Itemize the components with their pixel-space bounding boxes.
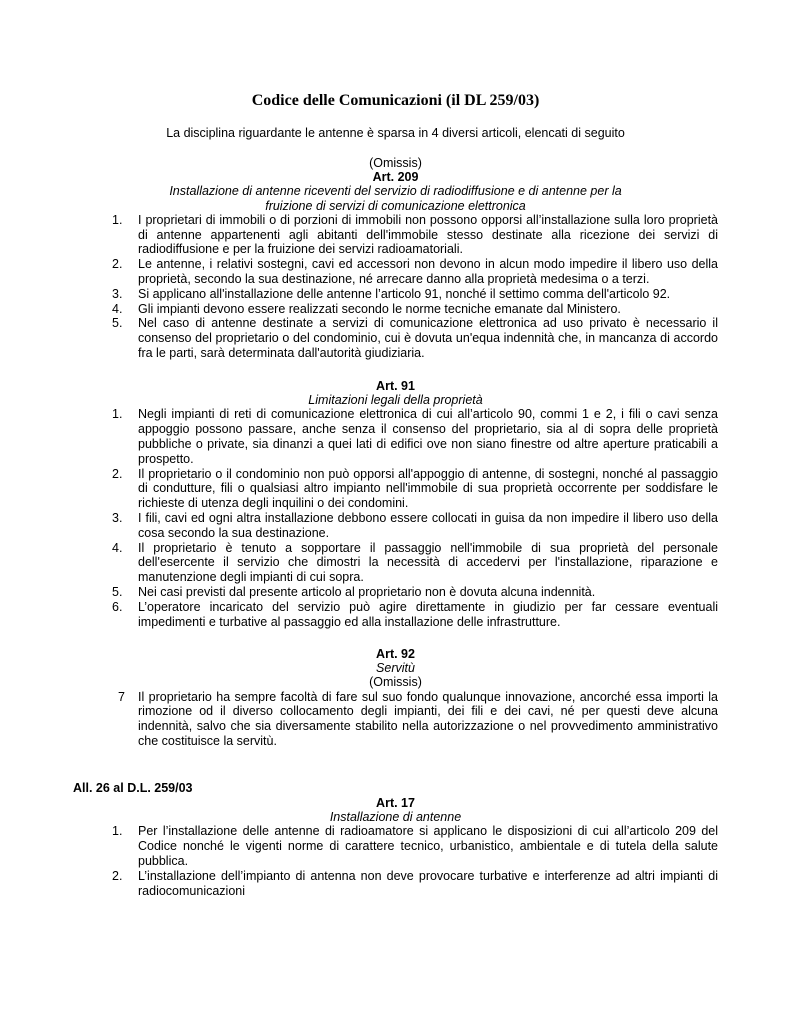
item-text: Il proprietario è tenuto a sopportare il passaggio nell'immobile di sua proprietà del personale dell'esercente il servizio che dimostri la necessità di accedervi per l'installazione, riparazione e manutenzione degli impianti di cui sopra. xyxy=(138,540,718,585)
item-number: 1. xyxy=(112,824,123,839)
item-number: 5. xyxy=(112,316,123,331)
list-item xyxy=(0,257,791,287)
item-text: Il proprietario o il condominio non può opporsi all'appoggio di antenne, di sostegni, nonché al passaggio di condutture, fili o qualsiasi altro impianto nell'immobile di sua proprietà occorrente per soddisfare le richieste di utenza degli inquilini o dei condomini. xyxy=(138,466,718,511)
item-text: L’installazione dell’impianto di antenna non deve provocare turbative e interferenze ad altri impianti di radiocomunicazioni xyxy=(138,868,718,898)
item-number: 5. xyxy=(112,584,123,599)
list-item xyxy=(0,824,791,868)
annex-label: All. 26 al D.L. 259/03 xyxy=(73,781,193,795)
list-item xyxy=(0,467,791,511)
list-item xyxy=(0,302,791,317)
list-item xyxy=(0,585,791,600)
article-92-list xyxy=(0,690,791,749)
item-number: 7 xyxy=(118,689,125,704)
item-number: 1. xyxy=(112,212,123,227)
article-17-section xyxy=(0,796,791,898)
item-number: 2. xyxy=(112,868,123,883)
article-17-heading: Art. 17 xyxy=(376,796,415,810)
article-209-list xyxy=(0,213,791,361)
article-209-heading: Art. 209 xyxy=(372,170,419,185)
item-text: Le antenne, i relativi sostegni, cavi ed accessori non devono in alcun modo impedire il libero uso della proprietà, secondo la sua destinazione, né arrecare danno alla proprietà medesima o a terzi. xyxy=(138,257,718,286)
item-number: 1. xyxy=(112,407,123,422)
list-item xyxy=(0,541,791,585)
item-text: Il proprietario ha sempre facoltà di fare sul suo fondo qualunque innovazione, ancorché essa importi la rimozione od il diverso collocamento degli impianti, dei fili e dei cavi, né per questi deve alcuna indennità, salvo che sia diversamente stabilito nella autorizzazione o nel provvedimento amministrativo che costituisce la servitù. xyxy=(138,689,718,748)
article-209-subtitle-cont: fruizione di servizi di comunicazione elettronica xyxy=(265,198,526,213)
document-title: Codice delle Comunicazioni (il DL 259/03) xyxy=(251,92,540,109)
article-92-heading: Art. 92 xyxy=(376,647,415,661)
list-item xyxy=(0,869,791,899)
item-text: Nel caso di antenne destinate a servizi di comunicazione elettronica ad uso privato è necessario il consenso del proprietario o del condominio, cui è dovuta un'equa indennità che, in mancanza di accordo fra le parti, sarà determinata dall'autorità giudiziaria. xyxy=(138,316,718,360)
article-92-section xyxy=(0,647,791,749)
article-92-subtitle: Servitù xyxy=(376,661,415,676)
item-number: 4. xyxy=(112,301,123,316)
list-item xyxy=(0,287,791,302)
article-17-list xyxy=(0,824,791,898)
item-text: Per l’installazione delle antenne di radioamatore si applicano le disposizioni di cui all’articolo 209 del Codice nonché le vigenti norme di carattere tecnico, urbanistico, ambientale e di tutela della salute pubblica. xyxy=(138,824,718,868)
item-text: L’operatore incaricato del servizio può agire direttamente in giudizio per far cessare eventuali impedimenti e turbative al passaggio ed alla installazione delle infrastrutture. xyxy=(138,599,718,629)
item-text: Negli impianti di reti di comunicazione elettronica di cui all’articolo 90, commi 1 e 2, i fili o cavi senza appoggio possono passare, anche senza il consenso del proprietario, sia al di sopra delle proprietà pubbliche o private, sia dinanzi a quei lati di edifici ove non siano finestre od altre aperture praticabili a prospetto. xyxy=(138,407,718,466)
omissis-label: (Omissis) xyxy=(369,156,422,170)
item-number: 6. xyxy=(112,599,123,614)
list-item xyxy=(0,600,791,630)
list-item xyxy=(0,213,791,257)
omissis-label: (Omissis) xyxy=(369,675,422,690)
article-91-heading: Art. 91 xyxy=(376,379,415,393)
list-item xyxy=(0,407,791,466)
item-number: 3. xyxy=(112,286,123,301)
article-91-subtitle: Limitazioni legali della proprietà xyxy=(308,393,483,408)
item-number: 2. xyxy=(112,257,123,272)
item-number: 3. xyxy=(112,510,123,525)
article-209-subtitle: Installazione di antenne riceventi del servizio di radiodiffusione e di antenne per la xyxy=(169,184,622,199)
item-text: I fili, cavi ed ogni altra installazione debbono essere collocati in guisa da non impedire il libero uso della cosa secondo la sua destinazione. xyxy=(138,510,718,540)
item-number: 4. xyxy=(112,540,123,555)
article-209-section xyxy=(0,156,791,361)
list-item xyxy=(0,316,791,360)
item-text: I proprietari di immobili o di porzioni di immobili non possono opporsi all’installazione sulla loro proprietà di antenne appartenenti agli abitanti dell'immobile stesso destinate alla ricezione dei servizi di radiodiffusione e per la fruizione dei servizi radioamatoriali. xyxy=(138,212,718,257)
article-91-section xyxy=(0,379,791,629)
list-item xyxy=(0,690,791,749)
article-91-list xyxy=(0,407,791,629)
article-17-subtitle: Installazione di antenne xyxy=(329,810,462,825)
list-item xyxy=(0,511,791,541)
intro-text: La disciplina riguardante le antenne è sparsa in 4 diversi articoli, elencati di seguito xyxy=(166,126,625,140)
item-text: Si applicano all'installazione delle antenne l’articolo 91, nonché il settimo comma dell'articolo 92. xyxy=(138,286,671,301)
item-text: Gli impianti devono essere realizzati secondo le norme tecniche emanate dal Ministero. xyxy=(138,301,621,316)
item-number: 2. xyxy=(112,466,123,481)
item-text: Nei casi previsti dal presente articolo al proprietario non è dovuta alcuna indennità. xyxy=(138,584,596,599)
